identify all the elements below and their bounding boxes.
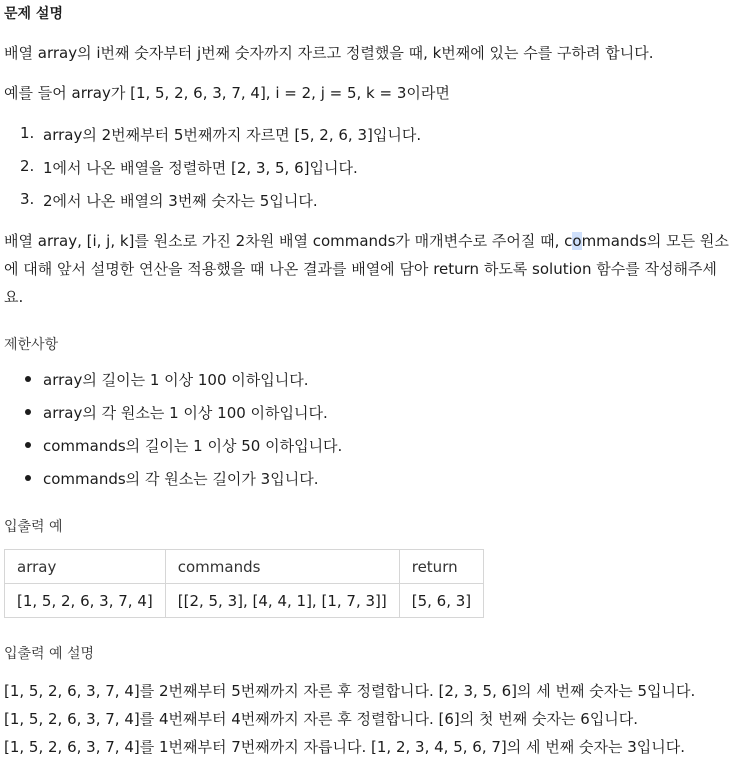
bullet-icon [25, 376, 31, 382]
step-text: array의 2번째부터 5번째까지 자르면 [5, 2, 6, 3]입니다. [43, 126, 422, 144]
constraint-item: array의 길이는 1 이상 100 이하입니다. [43, 371, 309, 389]
intro-text: 배열 array의 i번째 숫자부터 j번째 숫자까지 자르고 정렬했을 때, k번째에 있는 수를 구하려 합니다. [4, 44, 654, 62]
constraint-item: commands의 길이는 1 이상 50 이하입니다. [43, 437, 343, 455]
example-intro-text: 예를 들어 array가 [1, 5, 2, 6, 3, 7, 4], i = 2, j = 5, k = 3이라면 [4, 84, 450, 102]
column-header-commands: commands [165, 550, 399, 584]
explanation-line: [1, 5, 2, 6, 3, 7, 4]를 2번째부터 5번째까지 자른 후 정렬합니다. [2, 3, 5, 6]의 세 번째 숫자는 5입니다. [4, 682, 696, 700]
step-number: 2. [20, 157, 35, 175]
step-number: 3. [20, 190, 35, 208]
table-row [5, 584, 484, 618]
column-header-return: return [399, 550, 483, 584]
bullet-icon [25, 409, 31, 415]
step-text: 1에서 나온 배열을 정렬하면 [2, 3, 5, 6]입니다. [43, 159, 358, 177]
column-header-array: array [5, 550, 166, 584]
io-title: 입출력 예 [4, 519, 63, 535]
table-header-row [5, 550, 484, 584]
task-text-part: mmands의 모든 원소 [581, 232, 729, 250]
step-text: 2에서 나온 배열의 3번째 숫자는 5입니다. [43, 192, 318, 210]
explanation-line: [1, 5, 2, 6, 3, 7, 4]를 4번째부터 4번째까지 자른 후 정렬합니다. [6]의 첫 번째 숫자는 6입니다. [4, 710, 639, 728]
task-text-part: 배열 array, [i, j, k]를 원소로 가진 2차원 배열 commands가 매개변수로 주어질 때, c [4, 232, 573, 250]
io-example-table [4, 549, 484, 618]
table-cell-commands: [[2, 5, 3], [4, 4, 1], [1, 7, 3]] [165, 584, 399, 618]
constraint-item: array의 각 원소는 1 이상 100 이하입니다. [43, 404, 328, 422]
io-explain-title: 입출력 예 설명 [4, 646, 95, 662]
explanation-line: [1, 5, 2, 6, 3, 7, 4]를 1번째부터 7번째까지 자릅니다. [1, 2, 3, 4, 5, 6, 7]의 세 번째 숫자는 3입니다. [4, 738, 686, 756]
task-text-line1 [4, 230, 729, 251]
bullet-icon [25, 442, 31, 448]
bullet-icon [25, 475, 31, 481]
problem-title: 문제 설명 [4, 6, 63, 22]
step-number: 1. [20, 124, 35, 142]
constraints-title: 제한사항 [4, 337, 59, 353]
task-text-line2: 에 대해 앞서 설명한 연산을 적용했을 때 나온 결과를 배열에 담아 return 하도록 solution 함수를 작성해주세 [4, 260, 717, 278]
constraint-item: commands의 각 원소는 길이가 3입니다. [43, 470, 319, 488]
task-text-line3: 요. [4, 288, 24, 306]
table-cell-return: [5, 6, 3] [399, 584, 483, 618]
text-cursor-highlight: o [572, 232, 582, 250]
table-cell-array: [1, 5, 2, 6, 3, 7, 4] [5, 584, 166, 618]
